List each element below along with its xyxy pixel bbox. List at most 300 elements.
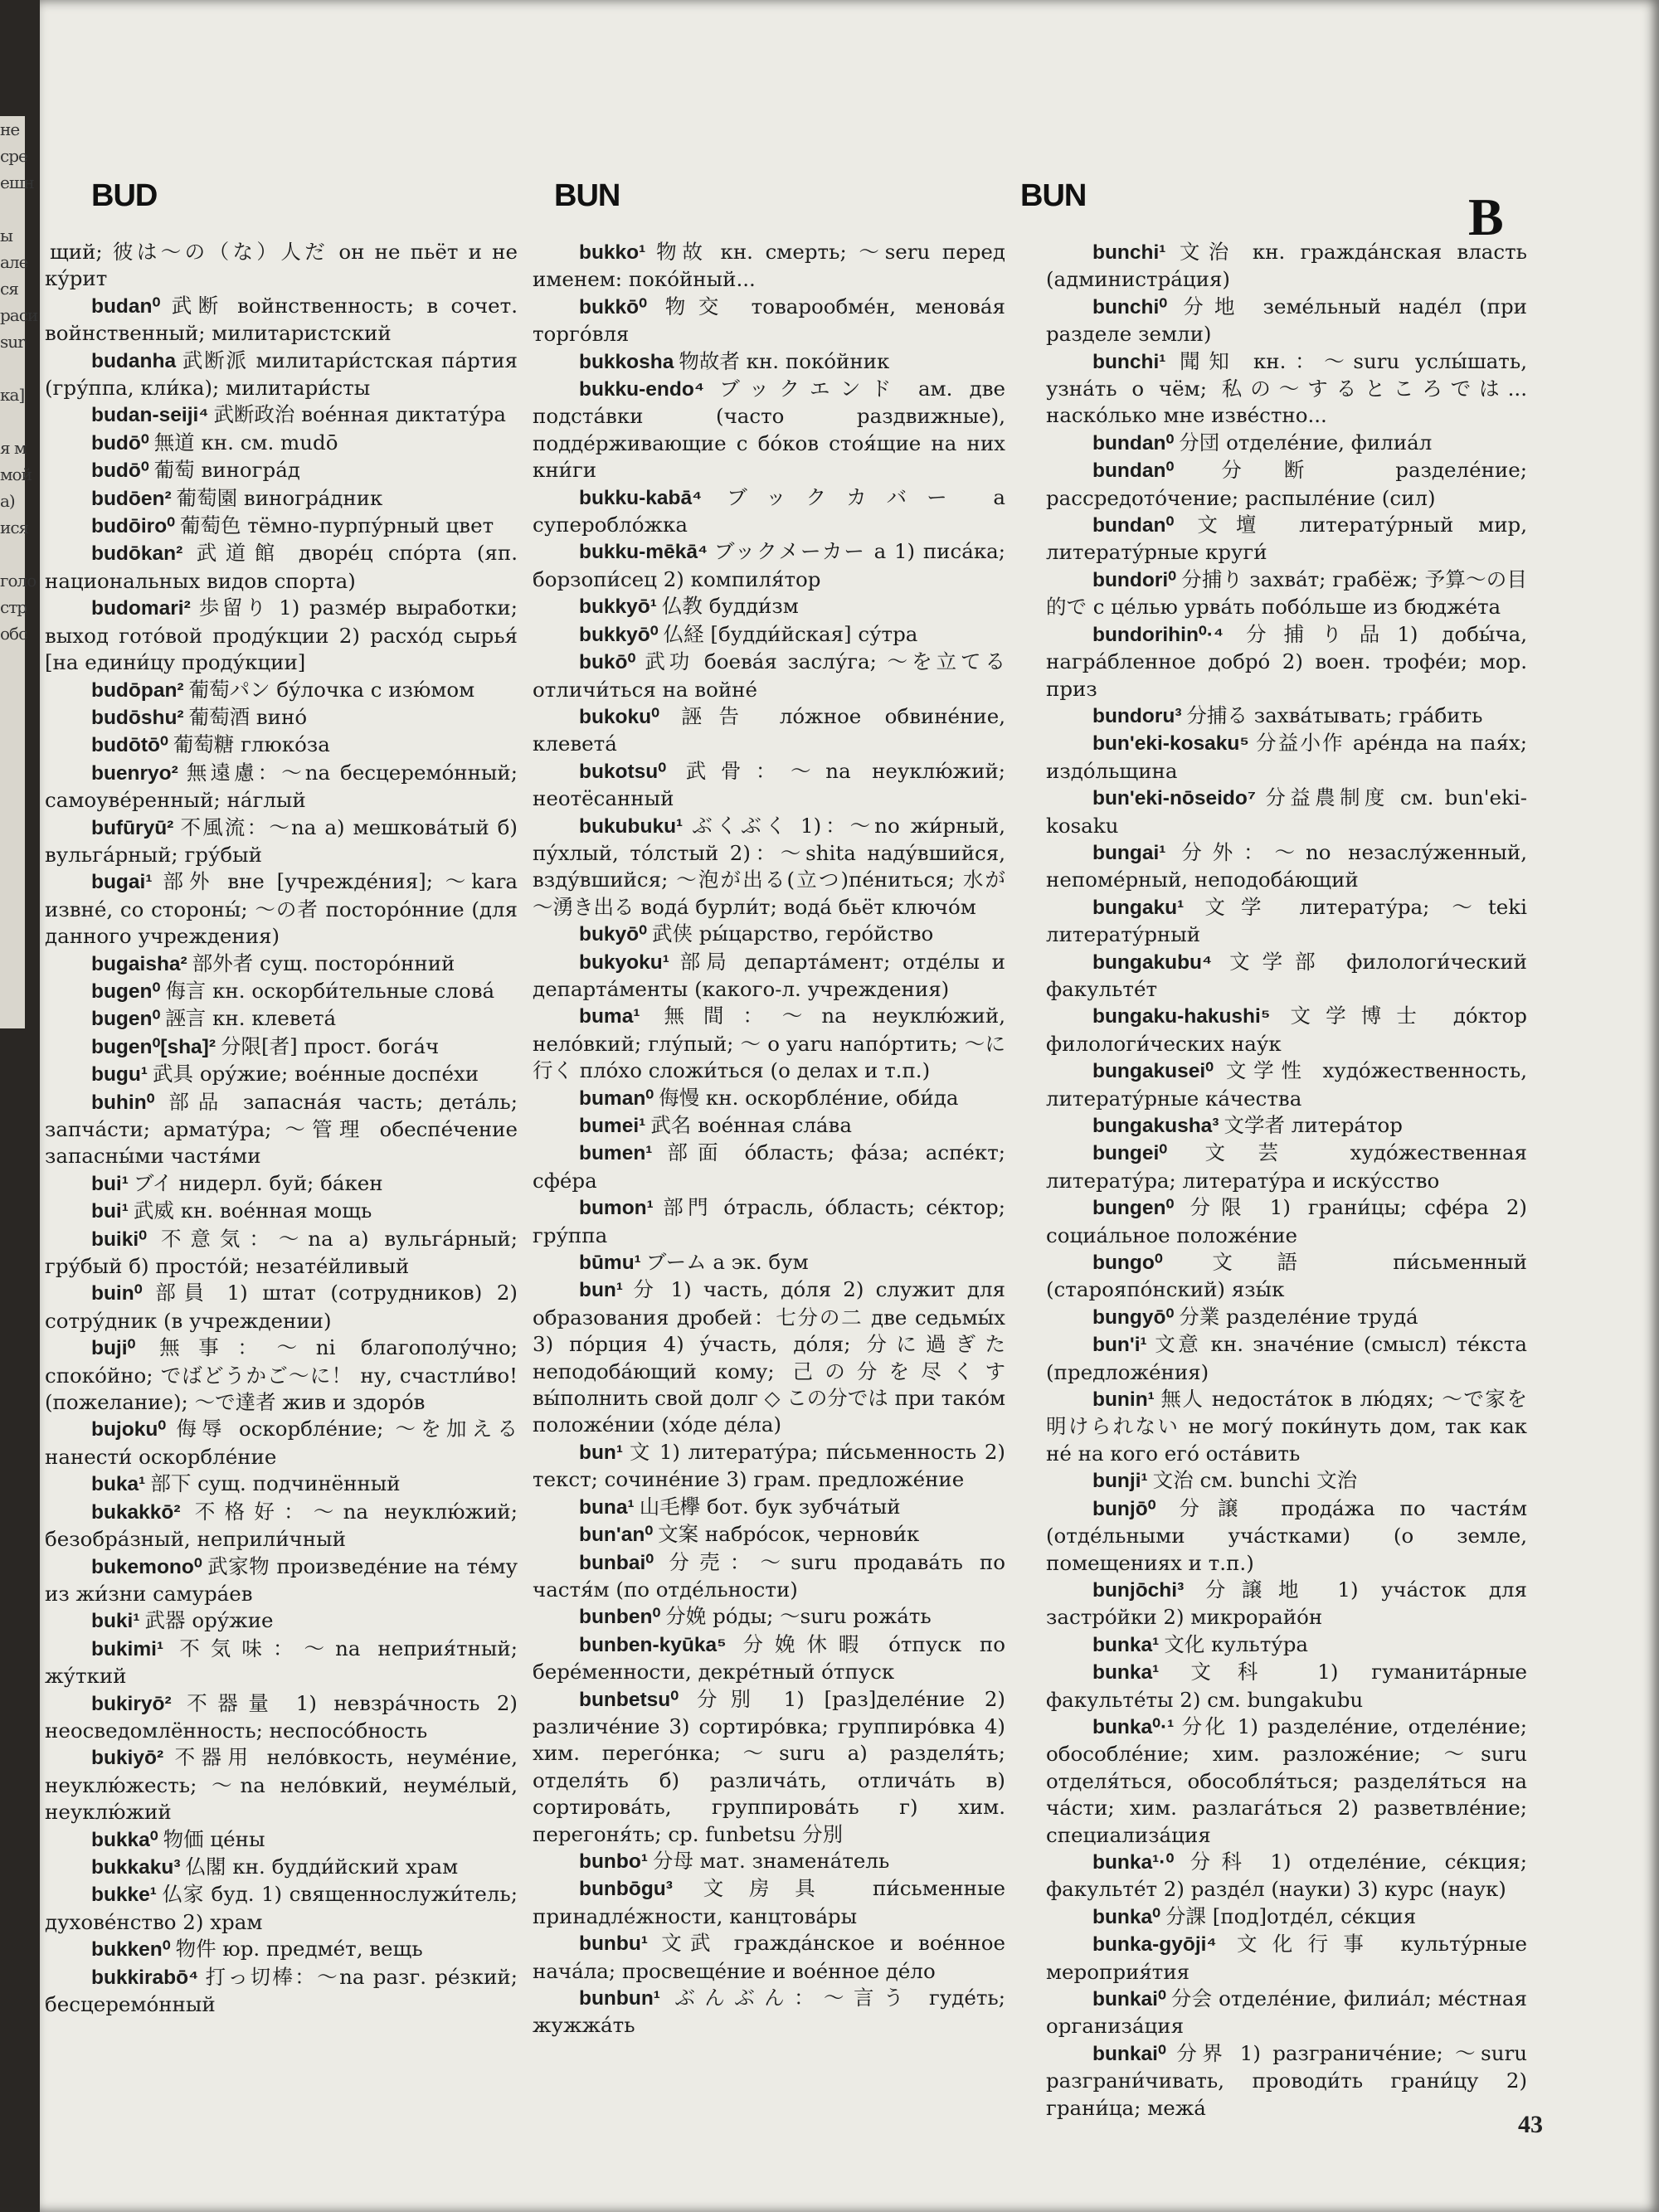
entry-headword: bun'an⁰ <box>579 1524 654 1547</box>
entry-definition: 分断 разделе́ние; рассредото́чение; распыле́ние (сил) <box>1046 458 1527 510</box>
dictionary-page <box>40 0 1659 2212</box>
dictionary-entry <box>45 239 518 293</box>
column-2 <box>533 239 1005 2039</box>
entry-headword: bukku-endo⁴ <box>579 378 704 401</box>
entry-headword: bunka⁰ <box>1092 1905 1160 1928</box>
entry-headword: bunchi¹ <box>1092 241 1166 264</box>
entry-definition: 武骨：～na неуклю́жий; неотёсанный <box>533 758 1005 811</box>
entry-definition: 分業 разделе́ние труда́ <box>1179 1304 1418 1329</box>
entry-definition: 葡萄 виногра́д <box>153 458 300 483</box>
entry-headword: budan⁰ <box>91 294 161 318</box>
entry-definition: 分捕る захва́тывать; гра́бить <box>1186 702 1483 727</box>
entry-definition: 無間：～na неуклю́жий, нело́вкий; глу́пый; ～ o yaru напо́ртить; ～に行く пло́хо сложи́ться (о делах и т.п.) <box>533 1004 1005 1083</box>
dictionary-entry <box>45 430 518 457</box>
dictionary-entry <box>45 1607 518 1635</box>
entry-headword: bumen¹ <box>579 1142 653 1165</box>
dictionary-entry <box>1046 239 1527 294</box>
entry-headword: bungaku-hakushi⁵ <box>1092 1005 1271 1028</box>
column-1 <box>45 239 518 2018</box>
dictionary-entry <box>533 1276 1005 1438</box>
adjacent-page-edge: не сре ешн ы але ся раси sur ка] я м мой а) ися голо стр обс <box>0 116 25 1028</box>
entry-headword: bukkosha <box>579 350 674 373</box>
dictionary-entry <box>1046 1903 1527 1931</box>
entry-headword: bungaku¹ <box>1092 896 1185 919</box>
entry-headword: bunbun¹ <box>579 1987 660 2010</box>
dictionary-entry <box>45 540 518 595</box>
entry-definition: ブックメーカー а 1) писа́ка; борзопи́сец 2) компиля́тор <box>533 539 1005 591</box>
entry-definition: 物交 товарообме́н, менова́я торго́вля <box>533 294 1005 347</box>
dictionary-entry <box>533 1985 1005 2039</box>
entry-definition: 葡萄園 виногра́дник <box>176 485 383 510</box>
entry-headword: bugu¹ <box>91 1063 148 1087</box>
entry-headword: bumon¹ <box>579 1197 654 1220</box>
entry-headword: bui¹ <box>91 1172 129 1195</box>
entry-definition: 文治 см. bunchi 文治 <box>1152 1468 1358 1493</box>
entry-headword: bunka¹ <box>1092 1661 1160 1685</box>
dictionary-entry <box>1046 1931 1527 1986</box>
entry-headword: bun'i¹ <box>1092 1334 1147 1357</box>
entry-definition: 分売：～suru продава́ть по частя́м (по отде́льности) <box>533 1549 1005 1602</box>
entry-definition: 部局 департа́мент; отде́лы и департа́менты (какого-л. учреждения) <box>533 949 1005 1001</box>
dictionary-entry <box>1046 1386 1527 1467</box>
entry-definition: 誣言 кн. клевета́ <box>165 1006 337 1031</box>
entry-headword: bunka¹·⁰ <box>1092 1850 1175 1874</box>
dictionary-entry <box>1046 348 1527 430</box>
entry-definition: 分母 мат. знамена́тель <box>653 1848 890 1873</box>
entry-definition: 仏家 буд. 1) священнослужи́тель; духове́нство 2) храм <box>45 1882 518 1934</box>
dictionary-entry <box>533 376 1005 484</box>
entry-headword: būmu¹ <box>579 1252 641 1275</box>
entry-headword: bunkai⁰ <box>1092 1988 1166 2010</box>
entry-definition: 武家物 произведе́ние на те́му из жи́зни самура́ев <box>45 1553 518 1606</box>
entry-headword: bunin¹ <box>1092 1388 1155 1412</box>
entry-headword: bundorihin⁰·⁴ <box>1092 623 1224 646</box>
entry-definition: 不風流：～na а) мешкова́тый б) вульга́рный; гру́бый <box>45 814 518 867</box>
dictionary-entry <box>533 593 1005 620</box>
dictionary-entry <box>45 1936 518 1963</box>
entry-definition: 武断政治 вое́нная диктату́ра <box>213 402 506 427</box>
dictionary-entry <box>45 1170 518 1198</box>
entry-headword: buman⁰ <box>579 1087 654 1110</box>
entry-definition: ぶんぶん：～言う гуде́ть; жужжа́ть <box>533 1986 1005 2038</box>
dictionary-entry <box>533 649 1005 703</box>
entry-definition: 誣告 ло́жное обвине́ние, клевета́ <box>533 703 1005 756</box>
entry-definition: 分娩休暇 о́тпуск по бере́менности, декре́тный о́тпуск <box>533 1631 1005 1685</box>
entry-headword: budōshu² <box>91 706 184 729</box>
dictionary-entry <box>1046 894 1527 949</box>
dictionary-entry <box>45 1334 518 1416</box>
dictionary-entry <box>1046 1714 1527 1849</box>
dictionary-entry <box>1046 457 1527 512</box>
entry-definition: 葡萄パン бу́лочка с изю́мом <box>188 677 475 702</box>
entry-definition: 無事：～ni благополу́чно; споко́йно; でばどうかご～に！ ну, счастли́во! (пожелание); ～で達者 жив и здоро́в <box>45 1335 518 1415</box>
dictionary-entry <box>45 950 518 978</box>
dictionary-entry <box>533 1112 1005 1140</box>
entry-headword: bunjōchi³ <box>1092 1578 1185 1602</box>
dictionary-entry <box>1046 1659 1527 1714</box>
entry-definition: 分化 1) разделе́ние, отделе́ние; обособле́ние; хим. разложе́ние; ～suru отделя́ться, обособля́ться; разделя́ться на ча́сти; хим. разлага́ться 2) разветвле́ние; специализа́ция <box>1046 1714 1527 1847</box>
entry-definition: 無遠慮：～na бесцеремо́нный; самоуве́ренный; на́глый <box>45 760 518 813</box>
entry-definition: 分譲 прода́жа по частя́м (отде́льными уча́стками) (о земле, помещениях и т.п.) <box>1046 1495 1527 1575</box>
dictionary-entry <box>45 677 518 704</box>
dictionary-entry <box>533 621 1005 649</box>
entry-definition: 分 1) часть, до́ля 2) служит для образования дробей：七分の二 две седьмы́х 3) по́рция 4) у́часть, до́ля; 分に過ぎた неподоба́ющий кому; 己の分を尽くす вы́полнить свой долг ◇ この分では при тако́м положе́нии (хо́де де́ла) <box>533 1277 1006 1437</box>
entry-headword: bungyō⁰ <box>1092 1305 1175 1329</box>
entry-definition: 武威 кн. вое́нная мощь <box>133 1198 372 1223</box>
dictionary-entry <box>45 732 518 759</box>
entry-definition: 仏教 будди́зм <box>661 594 799 619</box>
entry-definition: ブーム а эк. бум <box>645 1250 809 1275</box>
entry-headword: bunbo¹ <box>579 1850 648 1873</box>
entry-headword: buji⁰ <box>91 1337 136 1360</box>
entry-headword: bunben-kyūka⁵ <box>579 1633 727 1656</box>
entry-headword: buki¹ <box>91 1610 140 1633</box>
entry-headword: bugen⁰ <box>91 1008 161 1031</box>
dictionary-entry <box>533 1848 1005 1875</box>
dictionary-entry <box>533 1686 1005 1848</box>
dictionary-entry <box>45 1964 518 2019</box>
entry-definition: 侮言 кн. оскорби́тельные слова́ <box>165 978 495 1003</box>
entry-headword: bunka¹ <box>1092 1633 1160 1656</box>
entry-headword: bunben⁰ <box>579 1606 661 1629</box>
dictionary-entry <box>1046 1057 1527 1112</box>
dictionary-entry <box>1046 512 1527 566</box>
entry-headword: bukkyō¹ <box>579 596 657 619</box>
entry-definition: 部員 1) штат (сотрудников) 2) сотру́дник (в учреждении) <box>45 1281 518 1333</box>
entry-headword: bunkai⁰ <box>1092 2042 1166 2065</box>
dictionary-entry <box>533 1521 1005 1548</box>
dictionary-entry <box>1046 1577 1527 1631</box>
entry-headword: buiki⁰ <box>91 1228 147 1251</box>
dictionary-entry <box>45 1416 518 1471</box>
entry-headword: bugen⁰[sha]² <box>91 1035 216 1058</box>
dictionary-entry <box>45 978 518 1005</box>
entry-headword: budōen² <box>91 487 172 510</box>
entry-definition: 分益農制度 см. bun'eki-kosaku <box>1046 785 1527 838</box>
entry-headword: budō⁰ <box>91 459 149 483</box>
dictionary-entry <box>533 1140 1005 1194</box>
entry-definition: 文意 кн. значе́ние (смысл) те́кста (предложе́ния) <box>1046 1332 1527 1384</box>
entry-headword: bungo⁰ <box>1092 1252 1163 1275</box>
entry-headword: bungei⁰ <box>1092 1142 1168 1165</box>
entry-definition: 文化 культу́ра <box>1164 1631 1308 1656</box>
entry-definition: 武具 ору́жие; вое́нные доспе́хи <box>153 1062 479 1087</box>
entry-headword: budanha <box>91 349 177 372</box>
dictionary-entry <box>533 1930 1005 1985</box>
entry-definition: ぶくぶく 1)：～no жи́рный, пу́хлый, то́лстый 2)：～shita наду́вшийся, взду́вшийся; ～泡が出る(立つ)пе́ниться; 水が～湧き出る вода́ бурли́т; вода́ бьёт ключо́м <box>533 813 1005 919</box>
dictionary-entry <box>45 704 518 732</box>
entry-definition: 文 1) литерату́ра; пи́сьменность 2) текст; сочине́ние 3) грам. предложе́ние <box>533 1439 1005 1492</box>
entry-definition: 文壇 литерату́рный мир, литерату́рные круги́ <box>1046 513 1527 565</box>
dictionary-entry <box>533 921 1005 948</box>
entry-headword: bun¹ <box>579 1279 624 1302</box>
dictionary-entry <box>533 1249 1005 1276</box>
entry-headword: budōkan² <box>91 542 183 566</box>
entry-definition: 葡萄糖 глюко́за <box>173 732 330 757</box>
entry-headword: bungen⁰ <box>1092 1197 1175 1220</box>
entry-definition: 分別 1) [раз]деле́ние 2) различе́ние 3) сортиро́вка; группиро́вка 4) хим. перего́нка; ～suru а) разделя́ть; отделя́ть б) различа́ть, отлича́ть в) сортирова́ть, группирова́ть г) хим. перегоня́ть; ср. funbetsu 分別 <box>533 1686 1005 1846</box>
dictionary-entry <box>45 1499 518 1553</box>
entry-headword: budōiro⁰ <box>91 515 175 538</box>
entry-definition: 分会 отделе́ние, филиа́л; ме́стная организа́ция <box>1046 1986 1527 2039</box>
entry-definition: 不器用 нело́вкость, неуме́ние, неуклю́жесть; ～na нело́вкий, неуме́лый, неуклю́жий <box>45 1745 518 1825</box>
entry-headword: bukemono⁰ <box>91 1555 202 1578</box>
entry-definition: 部面 о́бласть; фа́за; аспе́кт; сфе́ра <box>533 1140 1005 1193</box>
entry-definition: 分地 земе́льный наде́л (при разделе земли) <box>1046 294 1527 347</box>
dictionary-entry <box>1046 294 1527 348</box>
entry-headword: bunchi⁰ <box>1092 295 1168 318</box>
entry-definition: 部下 сущ. подчинённый <box>150 1471 401 1496</box>
entry-headword: bujoku⁰ <box>91 1418 167 1441</box>
entry-definition: 物価 це́ны <box>163 1826 265 1851</box>
entry-headword: bugen⁰ <box>91 980 161 1003</box>
dictionary-entry <box>1046 949 1527 1004</box>
entry-definition: 不気味：～na неприя́тный; жу́ткий <box>45 1636 518 1689</box>
entry-definition: 分団 отделе́ние, филиа́л <box>1179 430 1433 455</box>
dictionary-entry <box>1046 2040 1527 2122</box>
entry-definition: 武断派 милитари́стская па́ртия (гру́ппа, кли́ка); милитари́сты <box>45 348 518 401</box>
dictionary-entry <box>45 513 518 540</box>
entry-definition: 不格好：～na неуклю́жий; безобра́зный, неприли́чный <box>45 1499 518 1552</box>
entry-definition: 文房具 пи́сьменные принадле́жности, канцтова́ры <box>533 1876 1005 1928</box>
dictionary-entry <box>533 758 1005 813</box>
entry-headword: bunbōgu³ <box>579 1878 673 1901</box>
entry-definition: ブックカバー а суперобло́жка <box>533 484 1005 537</box>
entry-definition: 文芸 худо́жественная литерату́ра; литерату́ра и иску́сство <box>1046 1140 1527 1193</box>
entry-definition: 葡萄色 тёмно-пурпу́рный цвет <box>180 513 494 538</box>
entry-headword: bukku-mēkā⁴ <box>579 541 708 564</box>
entry-headword: bukakkō² <box>91 1500 181 1524</box>
dictionary-entry <box>1046 1331 1527 1386</box>
entry-definition: 分捕り захва́т; грабёж; 予算～の目的で с це́лью урва́ть побо́льше из бюдже́та <box>1046 566 1527 620</box>
entry-headword: bukkō⁰ <box>579 295 647 318</box>
dictionary-entry <box>45 1033 518 1061</box>
entry-headword: bukka⁰ <box>91 1828 158 1851</box>
entry-definition: 武器 ору́жие <box>144 1608 274 1633</box>
entry-headword: bundoru³ <box>1092 704 1182 727</box>
entry-headword: bufūryū² <box>91 816 174 839</box>
dictionary-entry <box>45 1198 518 1225</box>
dictionary-entry <box>45 1280 518 1334</box>
entry-definition: 分娩 ро́ды; ～suru рожа́ть <box>665 1604 932 1629</box>
entry-definition: 部外者 сущ. посторо́нний <box>192 950 455 975</box>
entry-headword: bungakubu⁴ <box>1092 950 1213 974</box>
entry-headword: bundan⁰ <box>1092 514 1175 537</box>
page-number: 43 <box>1518 2111 1543 2138</box>
dictionary-entry <box>1046 1631 1527 1659</box>
dictionary-entry <box>45 868 518 950</box>
entry-headword: bundori⁰ <box>1092 568 1176 591</box>
dictionary-entry <box>533 484 1005 539</box>
entry-definition: 武名 вое́нная сла́ва <box>650 1113 852 1137</box>
entry-headword: buma¹ <box>579 1005 640 1028</box>
dictionary-entry <box>1046 1849 1527 1903</box>
entry-headword: bukkyō⁰ <box>579 623 659 646</box>
dictionary-entry <box>45 1553 518 1608</box>
entry-headword: bun¹ <box>579 1441 624 1464</box>
entry-headword: bunbai⁰ <box>579 1551 654 1574</box>
entry-headword: bukkaku³ <box>91 1855 181 1879</box>
entry-definition: 分益小作 аре́нда на пая́х; издо́льщина <box>1046 731 1527 783</box>
entry-definition: 無人 недоста́ток в лю́дях; ～で家を明けられない не могу́ поки́нуть дом, так как не́ на кого его́ оста́вить <box>1046 1387 1527 1466</box>
entry-definition: 武道館 дворе́ц спо́рта (яп. национальных видов спорта) <box>45 541 518 593</box>
entry-headword: bukubuku¹ <box>579 814 684 838</box>
entry-definition: 物故 кн. смерть; ～seru перед именем: поко́йный... <box>533 240 1005 292</box>
entry-definition: 文語 пи́сьменный (старояпо́нский) язы́к <box>1046 1250 1527 1302</box>
dictionary-entry <box>533 1003 1005 1084</box>
entry-headword: buka¹ <box>91 1473 146 1496</box>
entry-definition: 分限[者] прост. бога́ч <box>221 1033 440 1058</box>
entry-definition: 分捕り品1) добы́ча, награ́бленное добро́ 2) воен. трофе́и; мор. приз <box>1046 621 1527 701</box>
entry-headword: bun'eki-nōseido⁷ <box>1092 787 1256 810</box>
dictionary-entry <box>45 1061 518 1088</box>
entry-headword: bunbetsu⁰ <box>579 1688 679 1711</box>
entry-definition: ブイ нидерл. буй; ба́кен <box>133 1170 383 1195</box>
entry-headword: bundan⁰ <box>1092 431 1175 455</box>
entry-definition: 文学者 литера́тор <box>1224 1113 1403 1137</box>
entry-definition: 物故者 кн. поко́йник <box>679 348 890 373</box>
entry-definition: 不器量 1) невзра́чность 2) неосведомлённость; неспосо́бность <box>45 1690 518 1743</box>
dictionary-entry <box>45 1471 518 1498</box>
entry-headword: bungai¹ <box>1092 841 1166 864</box>
entry-definition: 物件 юр. предме́т, вещь <box>175 1937 423 1962</box>
entry-headword: bukō⁰ <box>579 651 636 674</box>
entry-definition: 武功 боева́я заслу́га; ～を立てる отличи́ться на войне́ <box>533 649 1005 702</box>
entry-headword: budomari² <box>91 597 191 620</box>
entry-headword: bukkirabō⁴ <box>91 1966 199 1989</box>
dictionary-entry <box>45 1226 518 1281</box>
entry-headword: bukotsu⁰ <box>579 760 667 783</box>
entry-definition: 文学博士 до́ктор филологи́ческих нау́к <box>1046 1004 1527 1056</box>
entry-headword: budōpan² <box>91 678 184 702</box>
entry-definition: 文学部 филологи́ческий факульте́т <box>1046 949 1527 1001</box>
entry-definition: 文学性 худо́жественность, литерату́рные ка́чества <box>1046 1058 1527 1111</box>
dictionary-entry <box>1046 839 1527 894</box>
dictionary-entry <box>1046 1249 1527 1304</box>
dictionary-entry <box>1046 730 1527 785</box>
entry-headword: bukiyō² <box>91 1747 164 1770</box>
dictionary-entry <box>533 1603 1005 1631</box>
entry-headword: budō⁰ <box>91 431 149 455</box>
dictionary-entry <box>1046 1194 1527 1249</box>
entry-definition: 分課 [под]отде́л, се́кция <box>1165 1903 1417 1928</box>
running-header-right: BUN <box>1020 178 1087 213</box>
dictionary-entry <box>533 813 1005 921</box>
entry-definition: щий; 彼は～の（な）人だ он не пьёт и не ку́рит <box>45 240 518 291</box>
dictionary-entry <box>1046 430 1527 457</box>
entry-headword: bukke¹ <box>91 1884 157 1907</box>
dictionary-entry <box>533 239 1005 294</box>
entry-definition: 部品 запасна́я часть; дета́ль; запча́сти; армату́ра; ～管理 обеспе́чение запасны́ми частя́ми <box>45 1089 518 1169</box>
entry-definition: 不意気：～na а) вульга́рный; гру́бый б) просто́й; незате́йливый <box>45 1226 518 1279</box>
entry-headword: bukyoku¹ <box>579 950 669 974</box>
dictionary-entry <box>45 348 518 402</box>
dictionary-entry <box>533 348 1005 376</box>
entry-headword: bunka-gyōji⁴ <box>1092 1933 1217 1957</box>
dictionary-entry <box>45 760 518 814</box>
dictionary-entry <box>45 1005 518 1033</box>
dictionary-entry <box>1046 1304 1527 1331</box>
column-3 <box>1046 239 1527 2122</box>
dictionary-entry <box>45 485 518 513</box>
entry-headword: budan-seiji⁴ <box>91 404 209 427</box>
entry-headword: bungakusha³ <box>1092 1115 1219 1137</box>
entry-headword: bunji¹ <box>1092 1470 1148 1493</box>
entry-definition: 文化行事 культу́рные мероприя́тия <box>1046 1932 1527 1984</box>
entry-headword: bukku-kabā⁴ <box>579 486 703 509</box>
entry-definition: 分限 1) грани́цы; сфе́ра 2) социа́льное положе́ние <box>1046 1195 1527 1247</box>
dictionary-entry <box>1046 1986 1527 2040</box>
entry-headword: bumei¹ <box>579 1115 646 1137</box>
entry-headword: bukken⁰ <box>91 1938 171 1962</box>
entry-definition: 文治 кн. гражда́нская власть (администра́ция) <box>1046 240 1527 292</box>
dictionary-entry <box>1046 1495 1527 1577</box>
entry-definition: 仏閣 кн. будди́йский храм <box>185 1854 459 1879</box>
dictionary-entry <box>1046 1112 1527 1140</box>
entry-headword: bukoku⁰ <box>579 705 659 728</box>
dictionary-entry <box>1046 1140 1527 1194</box>
entry-definition: 武断 войнственность; в сочет. войнственный; милитаристский <box>45 293 518 346</box>
dictionary-entry <box>533 294 1005 348</box>
entry-headword: bukyō⁰ <box>579 923 647 946</box>
entry-definition: 部外 вне [учрежде́ния]; ～kara извне́, со стороны́; ～の者 посторо́нние (для данного учреждения) <box>45 869 518 949</box>
entry-headword: budōtō⁰ <box>91 734 168 757</box>
dictionary-entry <box>1046 702 1527 730</box>
entry-definition: 侮辱 оскорбле́ние; ～を加える нанести́ оскорбле́ние <box>45 1417 518 1469</box>
dictionary-entry <box>45 1636 518 1690</box>
dictionary-entry <box>45 457 518 484</box>
entry-definition: 分外：～no незаслу́женный, непоме́рный, неподоба́ющий <box>1046 839 1527 892</box>
entry-headword: bukimi¹ <box>91 1637 164 1660</box>
dictionary-entry <box>45 1854 518 1881</box>
dictionary-entry <box>533 1085 1005 1112</box>
dictionary-entry <box>533 703 1005 758</box>
entry-headword: bugaisha² <box>91 952 187 975</box>
dictionary-entry <box>533 1875 1005 1930</box>
dictionary-entry <box>45 1744 518 1826</box>
entry-headword: bun'eki-kosaku⁵ <box>1092 732 1249 756</box>
entry-definition: 文学 литерату́ра; ～teki литерату́рный <box>1046 894 1527 947</box>
dictionary-entry <box>1046 785 1527 839</box>
entry-headword: bunchi¹ <box>1092 350 1166 373</box>
dictionary-entry <box>533 1194 1005 1249</box>
dictionary-entry <box>45 1881 518 1936</box>
entry-headword: bundan⁰ <box>1092 459 1175 483</box>
dictionary-entry <box>533 1439 1005 1494</box>
entry-definition: 侮慢 кн. оскорбле́ние, оби́да <box>659 1085 959 1110</box>
dictionary-entry <box>45 401 518 429</box>
entry-definition: 仏経 [будди́йская] су́тра <box>663 621 918 646</box>
entry-headword: bungakusei⁰ <box>1092 1060 1214 1083</box>
dictionary-entry <box>1046 621 1527 702</box>
entry-headword: buhin⁰ <box>91 1091 155 1114</box>
entry-headword: buenryo² <box>91 761 178 785</box>
running-header-left: BUD <box>91 178 158 213</box>
entry-definition: 分譲地 1) уча́сток для застро́йки 2) микрорайо́н <box>1046 1577 1527 1630</box>
entry-definition: 文武 гражда́нское и вое́нное нача́ла; просвеще́ние и вое́нное де́ло <box>533 1931 1005 1983</box>
dictionary-entry <box>45 1826 518 1854</box>
entry-headword: buin⁰ <box>91 1282 143 1305</box>
dictionary-entry <box>533 538 1005 593</box>
entry-definition: 分科 1) отделе́ние, се́кция; факульте́т 2) разде́л (науки) 3) курс (наук) <box>1046 1849 1527 1902</box>
entry-headword: bunjō⁰ <box>1092 1497 1156 1520</box>
dictionary-entry <box>45 1089 518 1170</box>
entry-headword: bukko¹ <box>579 241 646 264</box>
entry-definition: ブックエンド ам. две подста́вки (часто раздвижные), подде́рживающие с бо́ков стоя́щие на них кни́ги <box>533 377 1005 483</box>
dictionary-entry <box>45 814 518 869</box>
entry-definition: 文案 набро́сок, чернови́к <box>658 1522 920 1547</box>
entry-definition: 無道 кн. см. mudō <box>153 430 338 455</box>
